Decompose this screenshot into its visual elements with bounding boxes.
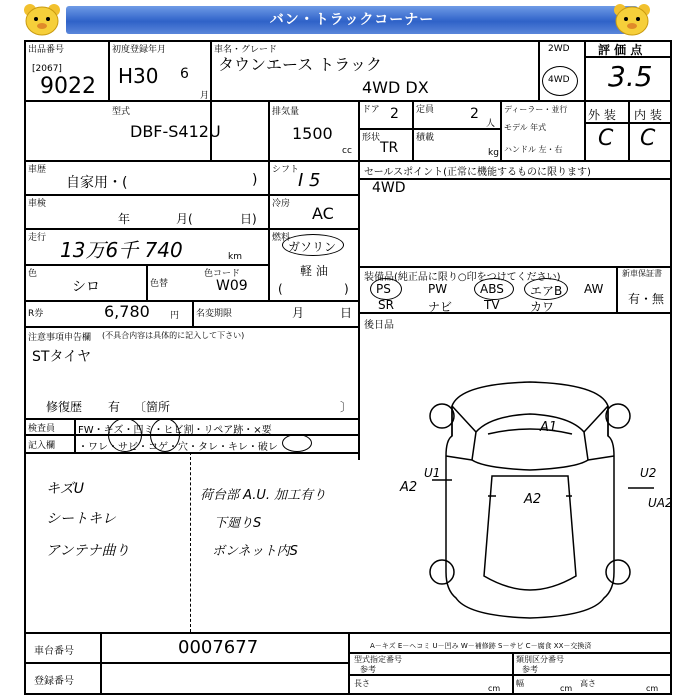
sales-point-label: セールスポイント(正常に機能するものに限ります) bbox=[364, 167, 591, 178]
shift-value: I 5 bbox=[298, 170, 321, 191]
inspection-day: 日) bbox=[240, 212, 257, 226]
fuel-paren-close: ) bbox=[344, 282, 349, 296]
displacement-unit: cc bbox=[342, 146, 352, 156]
diagram-mark-a2-center: A2 bbox=[524, 492, 542, 507]
diagram-mark-ua2: UA2 bbox=[648, 496, 673, 510]
equip-leather: カワ bbox=[530, 300, 555, 314]
type-cert-ref: 参考 bbox=[360, 665, 376, 674]
score-value: 3.5 bbox=[608, 60, 653, 93]
color-code: W09 bbox=[216, 278, 248, 294]
registration-month: 6 bbox=[180, 66, 189, 82]
width-label: 幅 bbox=[516, 679, 524, 688]
equip-aw: AW bbox=[584, 282, 604, 296]
class-label: 類別区分番号 bbox=[516, 655, 564, 664]
capacity: 2 bbox=[470, 106, 479, 122]
chassis-label: 車台番号 bbox=[34, 646, 74, 657]
handnote-5: 下廻りS bbox=[214, 516, 262, 531]
equip-navi: ナビ bbox=[428, 300, 453, 314]
width-unit: cm bbox=[560, 684, 573, 693]
equip-circle-mark bbox=[370, 278, 402, 300]
drive-2wd-label: 2WD bbox=[548, 44, 570, 54]
exterior-label: 外 装 bbox=[588, 108, 616, 122]
displacement-label: 排気量 bbox=[272, 107, 300, 117]
color-label: 色 bbox=[28, 269, 38, 279]
height-label: 高さ bbox=[580, 679, 596, 688]
notes-label: 注意事項申告欄 bbox=[28, 333, 92, 343]
repair-history-value: 有 bbox=[108, 400, 121, 414]
mascot-bear-icon-right bbox=[610, 2, 654, 38]
mileage-label: 走行 bbox=[28, 233, 47, 243]
length-label: 長さ bbox=[354, 679, 370, 688]
header-title-banner: バン・トラックコーナー bbox=[66, 6, 638, 34]
equip-circle-mark bbox=[474, 278, 514, 300]
chassis-number: 0007677 bbox=[178, 637, 259, 658]
repair-history-label: 修復歴 bbox=[46, 400, 83, 414]
registration-year: H30 bbox=[118, 64, 159, 88]
displacement: 1500 bbox=[292, 124, 333, 143]
title-transfer-day: 日 bbox=[340, 306, 353, 320]
diagram-mark-u2: U2 bbox=[640, 466, 657, 480]
capacity-unit: 人 bbox=[486, 119, 496, 129]
history-value: 自家用・( bbox=[66, 175, 128, 191]
door-label: ドア bbox=[362, 105, 380, 115]
capacity-label: 定員 bbox=[416, 105, 435, 115]
month-unit: 月 bbox=[200, 91, 210, 101]
equip-abs: ABS bbox=[480, 282, 504, 296]
first-registration-label: 初度登録年月 bbox=[112, 45, 167, 55]
recycle-unit: 円 bbox=[170, 311, 180, 321]
car-name-label: 車名・グレード bbox=[214, 45, 278, 55]
body-shape: TR bbox=[380, 140, 399, 156]
handnote-6: ボンネット内S bbox=[212, 544, 298, 559]
load-capacity-label: 積載 bbox=[416, 133, 435, 143]
title-transfer-label: 名変期限 bbox=[196, 309, 233, 319]
equipment-label: 装備品(純正品に限り○印をつけてください) bbox=[364, 272, 561, 283]
history-label: 車歴 bbox=[28, 165, 47, 175]
shift-label: シフト bbox=[272, 165, 300, 175]
color-value: シロ bbox=[72, 279, 100, 295]
recycle-label: R券 bbox=[28, 309, 44, 319]
recycle-fee: 6,780 bbox=[104, 302, 150, 321]
sales-point-value: 4WD bbox=[372, 180, 406, 196]
equip-pw: PW bbox=[428, 282, 448, 296]
body-shape-label: 形状 bbox=[362, 133, 381, 143]
warranty-value: 有・無 bbox=[628, 292, 665, 306]
lot-number: 9022 bbox=[40, 74, 96, 99]
check-row-1: FW・キズ・凹ミ・ヒビ割・リペア跡・×要 bbox=[78, 425, 272, 436]
inspection-label: 車検 bbox=[28, 199, 47, 209]
mascot-bear-icon-left bbox=[20, 2, 64, 38]
exterior-grade: C bbox=[598, 126, 614, 151]
length-unit: cm bbox=[488, 684, 501, 693]
notes-value: STタイヤ bbox=[32, 349, 92, 365]
handnote-1: キズU bbox=[46, 481, 84, 497]
handnote-2: シートキレ bbox=[46, 511, 116, 527]
mileage-value: 13万6千 740 bbox=[60, 238, 183, 262]
car-grade: 4WD DX bbox=[362, 78, 429, 97]
door-count: 2 bbox=[390, 106, 399, 122]
steering-label: ハンドル 左・右 bbox=[504, 145, 563, 154]
equip-airbag: エアB bbox=[530, 284, 563, 298]
repair-place-label: 〔箇所 bbox=[134, 400, 171, 414]
equip-circle-mark bbox=[524, 278, 568, 300]
equip-tv: TV bbox=[484, 298, 500, 312]
score-label: 評 価 点 bbox=[598, 43, 643, 57]
inspection-year: 年 bbox=[118, 212, 131, 226]
height-unit: cm bbox=[646, 684, 659, 693]
diagram-mark-a2-left: A2 bbox=[400, 480, 418, 495]
check-row-2: ・ワレ・サビ・コゲ・穴・タレ・キレ・破レ bbox=[78, 442, 278, 453]
inspection-month: 月( bbox=[176, 212, 193, 226]
equip-ps: PS bbox=[376, 282, 391, 296]
warranty-label: 新車保証書 bbox=[622, 269, 662, 278]
drive-4wd-value: 4WD bbox=[548, 75, 570, 85]
equip-sr: SR bbox=[378, 298, 394, 312]
interior-grade: C bbox=[640, 126, 656, 151]
diagram-mark-a1: A1 bbox=[540, 420, 558, 435]
inspector-label: 検査員 bbox=[28, 424, 56, 434]
later-items-label: 後日品 bbox=[364, 320, 394, 331]
class-ref: 参考 bbox=[522, 665, 538, 674]
model-code-label: 型式 bbox=[112, 107, 131, 117]
handnote-4: 荷台部 A.U. 加工有り bbox=[200, 488, 327, 503]
fuel-circle-mark bbox=[282, 234, 344, 256]
mileage-unit: km bbox=[228, 252, 242, 262]
damage-legend: A－キズ E－ヘコミ U－凹み W－補修跡 S－サビ C－腐食 XX－交換済 bbox=[370, 642, 592, 650]
ac-label: 冷房 bbox=[272, 199, 291, 209]
model-code: DBF-S412U bbox=[130, 122, 221, 141]
plate-label: 登録番号 bbox=[34, 676, 74, 687]
car-name: タウンエース トラック bbox=[218, 55, 382, 74]
lot-sub-number: [2067] bbox=[32, 64, 62, 74]
handnote-3: アンテナ曲り bbox=[46, 543, 130, 559]
repair-place-close: 〕 bbox=[340, 400, 353, 414]
diagram-mark-u1: U1 bbox=[424, 466, 441, 480]
fuel-gasoline: ガソリン bbox=[288, 240, 337, 254]
title-transfer-month: 月 bbox=[292, 306, 305, 320]
fuel-diesel: 軽 油 bbox=[300, 264, 328, 278]
color-code-label: 色コード bbox=[204, 269, 241, 279]
type-cert-label: 型式指定番号 bbox=[354, 655, 402, 664]
notes-instruction: (不具合内容は具体的に記入して下さい) bbox=[102, 331, 245, 340]
load-unit: kg bbox=[488, 148, 499, 158]
color-change-label: 色替 bbox=[150, 279, 169, 289]
dealer-label: ディーラー・並行 bbox=[504, 105, 568, 114]
check-circle-mark bbox=[150, 418, 180, 452]
lot-number-label: 出品番号 bbox=[28, 45, 65, 55]
history-close: ) bbox=[252, 172, 258, 188]
fuel-paren-open: ( bbox=[278, 282, 283, 296]
ac-value: AC bbox=[312, 204, 334, 223]
interior-label: 内 装 bbox=[634, 108, 662, 122]
fuel-label: 燃料 bbox=[272, 233, 291, 243]
entry-label: 記入欄 bbox=[28, 441, 56, 451]
check-circle-mark bbox=[108, 418, 142, 452]
check-circle-mark bbox=[282, 434, 312, 452]
model-year-label: モデル 年式 bbox=[504, 123, 547, 132]
